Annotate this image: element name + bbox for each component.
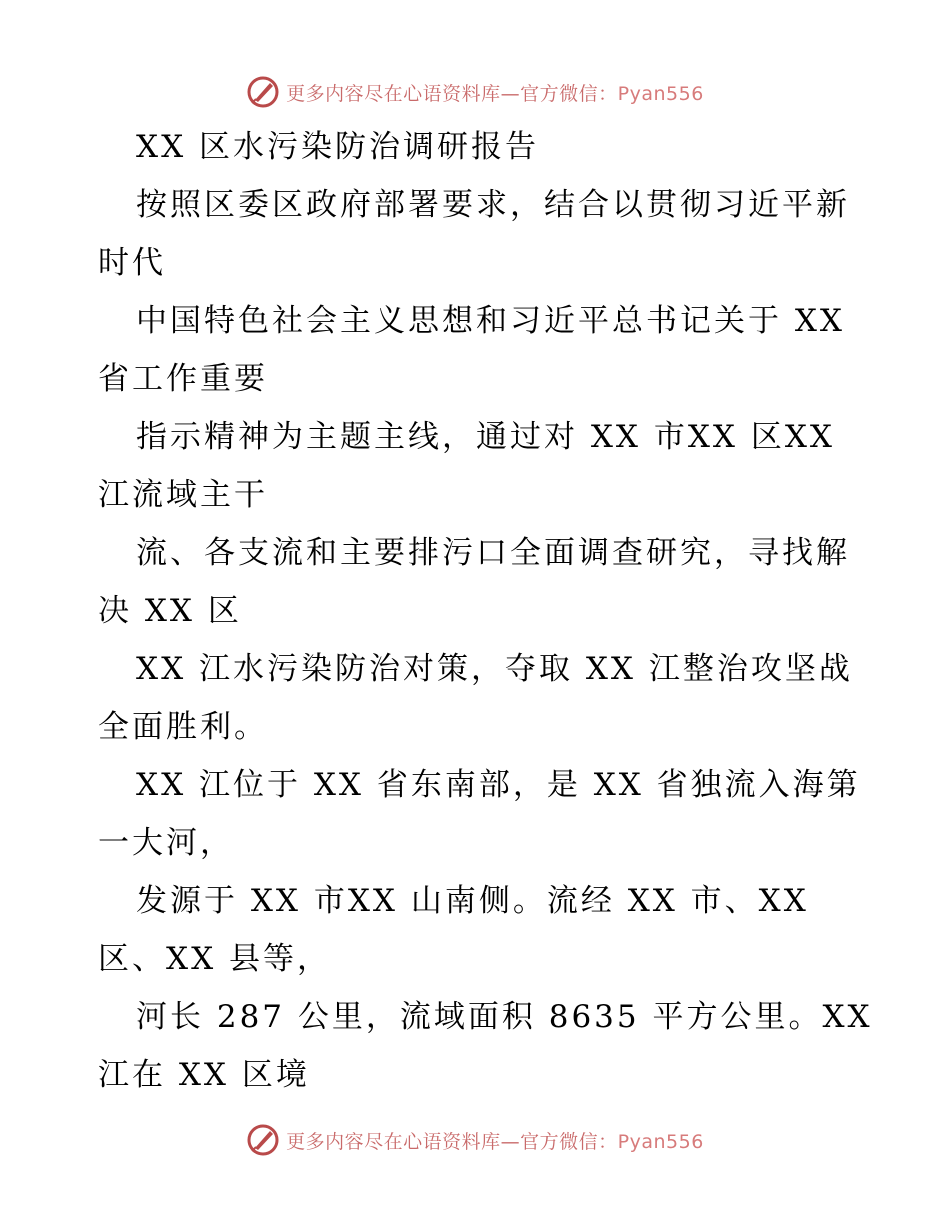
paragraph-line: 指示精神为主题主线，通过对 XX 市XX 区XX [136, 419, 835, 455]
paragraph-line: 一大河， [98, 825, 234, 861]
document-body [98, 118, 873, 1104]
watermark-wechat-id: Pyan556 [617, 1130, 704, 1153]
watermark-wechat-id: Pyan556 [617, 82, 704, 105]
quill-logo-icon [246, 75, 280, 109]
quill-logo-icon [246, 1123, 280, 1157]
paragraph-line: XX 江位于 XX 省东南部，是 XX 省独流入海第 [136, 767, 861, 803]
watermark-header [0, 72, 950, 112]
paragraph-line: 区、XX 县等， [98, 941, 331, 977]
paragraph-line: 中国特色社会主义思想和习近平总书记关于 XX [136, 303, 845, 339]
paragraph-line: 江在 XX 区境 [98, 1057, 310, 1093]
paragraph-line: XX 江水污染防治对策，夺取 XX 江整治攻坚战 [136, 651, 853, 687]
paragraph-line: 流、各支流和主要排污口全面调查研究，寻找解 [136, 535, 850, 571]
paragraph-line: 河长 287 公里，流域面积 8635 平方公里。XX [136, 999, 873, 1035]
paragraph-line: 全面胜利。 [98, 709, 268, 745]
paragraph-line: 时代 [98, 245, 166, 281]
watermark-label: 更多内容尽在心语资料库—官方微信： [286, 82, 618, 105]
watermark-text [286, 1127, 704, 1154]
paragraph-line: 按照区委区政府部署要求，结合以贯彻习近平新 [136, 187, 850, 223]
watermark-footer [0, 1120, 950, 1160]
paragraph-line: 发源于 XX 市XX 山南侧。流经 XX 市、XX [136, 883, 809, 919]
paragraph-line: 省工作重要 [98, 361, 268, 397]
watermark-label: 更多内容尽在心语资料库—官方微信： [286, 1130, 618, 1153]
document-title: XX 区水污染防治调研报告 [136, 129, 539, 165]
watermark-text [286, 79, 704, 106]
paragraph-line: 决 XX 区 [98, 593, 242, 629]
paragraph-line: 江流域主干 [98, 477, 268, 513]
